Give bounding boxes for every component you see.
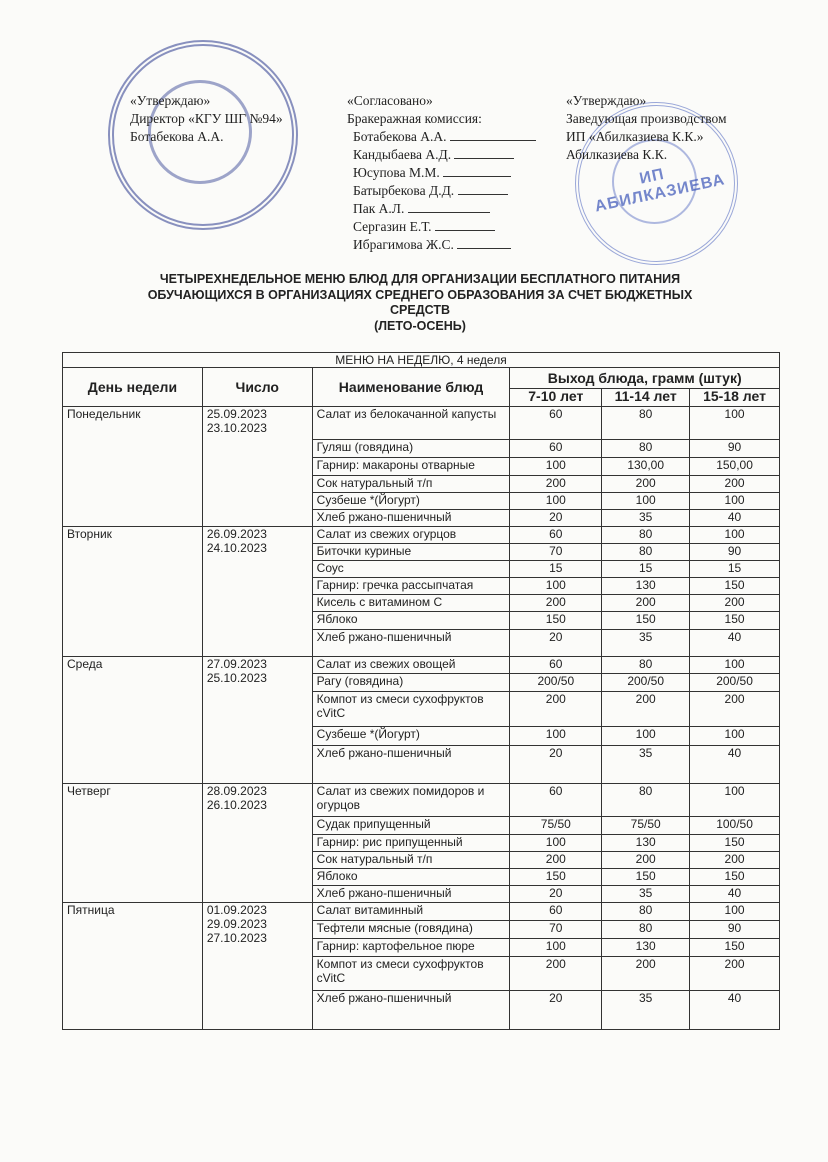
portion-11-14: 80 [602,903,690,921]
portion-7-10: 100 [510,578,602,595]
signature-line [450,128,536,141]
portion-7-10: 70 [510,544,602,561]
date-value: 01.09.2023 [206,903,267,917]
portion-7-10: 20 [510,630,602,657]
date-value: 23.10.2023 [206,421,267,435]
header-age-7-10: 7-10 лет [510,389,602,407]
portion-15-18: 15 [690,561,780,578]
date-value: 27.10.2023 [206,931,267,945]
document-title: ЧЕТЫРЕХНЕДЕЛЬНОЕ МЕНЮ БЛЮД ДЛЯ ОРГАНИЗАЦИИ БЕСПЛАТНОГО ПИТАНИЯ ОБУЧАЮЩИХСЯ В ОРГАНИЗАЦИЯХ СРЕДНЕГО ОБРАЗОВАНИЯ ЗА СЧЕТ БЮДЖЕТНЫХ СРЕДСТВ (ЛЕТО-ОСЕНЬ) [147,272,693,333]
portion-11-14: 35 [602,886,690,903]
dish-name: Биточки куриные [312,544,510,561]
dish-name: Хлеб ржано-пшеничный [312,746,510,784]
portion-7-10: 200 [510,852,602,869]
portion-15-18: 100 [690,527,780,544]
dish-name: Судак припущенный [312,817,510,835]
portion-15-18: 200 [690,957,780,991]
portion-15-18: 200 [690,595,780,612]
approval-heading: «Утверждаю» [130,93,211,108]
date-value: 25.10.2023 [206,671,267,685]
portion-15-18: 150 [690,612,780,630]
portion-11-14: 200 [602,476,690,493]
signature-line [454,146,514,159]
portion-15-18: 40 [690,510,780,527]
date-value: 28.09.2023 [206,784,267,798]
dish-name: Сок натуральный т/п [312,476,510,493]
commission-member: Юсупова М.М. [347,164,536,182]
portion-7-10: 60 [510,440,602,458]
portion-11-14: 200 [602,957,690,991]
portion-11-14: 100 [602,727,690,746]
signature-line [458,182,508,195]
portion-11-14: 80 [602,544,690,561]
portion-11-14: 80 [602,921,690,939]
portion-7-10: 60 [510,903,602,921]
dish-name: Яблоко [312,612,510,630]
portion-11-14: 80 [602,527,690,544]
portion-11-14: 130,00 [602,458,690,476]
portion-11-14: 150 [602,869,690,886]
portion-15-18: 200 [690,692,780,727]
commission-member: Пак А.Л. [347,200,536,218]
date-value: 26.09.2023 [206,527,267,541]
portion-11-14: 130 [602,578,690,595]
date-cell [202,784,312,903]
commission-member: Ибрагимова Ж.С. [347,236,536,254]
dish-name: Сузбеше *(Йогурт) [312,493,510,510]
day-cell: Понедельник [63,407,203,527]
commission-agreement-block [347,92,536,254]
portion-7-10: 200/50 [510,674,602,692]
table-row [63,903,780,921]
table-row [63,657,780,674]
portion-7-10: 60 [510,784,602,817]
approval-heading: «Утверждаю» [566,93,647,108]
director-position: Директор «КГУ ШГ №94» [130,111,283,126]
manager-org: ИП «Абилказиева К.К.» [566,129,704,144]
portion-7-10: 200 [510,595,602,612]
portion-7-10: 20 [510,510,602,527]
header-date: Число [202,368,312,407]
header-age-15-18: 15-18 лет [690,389,780,407]
portion-15-18: 200/50 [690,674,780,692]
day-cell: Пятница [63,903,203,1030]
portion-11-14: 80 [602,784,690,817]
portion-11-14: 130 [602,835,690,852]
portion-15-18: 100 [690,727,780,746]
portion-7-10: 15 [510,561,602,578]
dish-name: Тефтели мясные (говядина) [312,921,510,939]
header-dish: Наименование блюд [312,368,510,407]
dish-name: Яблоко [312,869,510,886]
date-value: 29.09.2023 [206,917,267,931]
portion-11-14: 150 [602,612,690,630]
date-cell [202,407,312,527]
portion-7-10: 60 [510,407,602,440]
director-name: Ботабекова А.А. [130,129,224,144]
date-value: 27.09.2023 [206,657,267,671]
portion-15-18: 150,00 [690,458,780,476]
menu-table [62,352,780,1030]
date-cell [202,657,312,784]
portion-11-14: 75/50 [602,817,690,835]
portion-11-14: 200 [602,595,690,612]
portion-15-18: 150 [690,869,780,886]
portion-7-10: 150 [510,869,602,886]
portion-15-18: 90 [690,544,780,561]
dish-name: Сузбеше *(Йогурт) [312,727,510,746]
portion-7-10: 200 [510,476,602,493]
dish-name: Гарнир: рис припущенный [312,835,510,852]
portion-7-10: 20 [510,991,602,1030]
header-age-11-14: 11-14 лет [602,389,690,407]
commission-member: Кандыбаева А.Д. [347,146,536,164]
portion-15-18: 40 [690,746,780,784]
dish-name: Хлеб ржано-пшеничный [312,510,510,527]
table-title: МЕНЮ НА НЕДЕЛЮ, 4 неделя [63,353,780,368]
portion-7-10: 200 [510,692,602,727]
portion-15-18: 40 [690,630,780,657]
dish-name: Кисель с витамином С [312,595,510,612]
commission-label: Бракеражная комиссия: [347,111,482,126]
header-day: День недели [63,368,203,407]
production-approval-block [566,92,727,164]
dish-name: Рагу (говядина) [312,674,510,692]
portion-15-18: 150 [690,939,780,957]
table-row [63,407,780,440]
director-approval-block [130,92,283,146]
commission-member: Сергазин Е.Т. [347,218,536,236]
portion-7-10: 100 [510,727,602,746]
date-value: 26.10.2023 [206,798,267,812]
portion-15-18: 200 [690,852,780,869]
header-output: Выход блюда, грамм (штук) [510,368,780,389]
signature-line [443,164,511,177]
dish-name: Салат из белокачанной капусты [312,407,510,440]
portion-7-10: 20 [510,746,602,784]
portion-15-18: 100 [690,903,780,921]
portion-7-10: 75/50 [510,817,602,835]
portion-11-14: 80 [602,657,690,674]
portion-11-14: 200 [602,692,690,727]
portion-15-18: 100 [690,407,780,440]
signature-line [408,200,490,213]
dish-name: Салат из свежих огурцов [312,527,510,544]
dish-name: Компот из смеси сухофруктов сVitC [312,692,510,727]
day-cell: Четверг [63,784,203,903]
portion-15-18: 100 [690,657,780,674]
portion-15-18: 100 [690,784,780,817]
portion-15-18: 100/50 [690,817,780,835]
day-cell: Вторник [63,527,203,657]
portion-11-14: 130 [602,939,690,957]
commission-member: Ботабекова А.А. [347,128,536,146]
agreement-heading: «Согласовано» [347,93,433,108]
portion-7-10: 100 [510,939,602,957]
portion-11-14: 100 [602,493,690,510]
table-row [63,784,780,817]
day-cell: Среда [63,657,203,784]
portion-7-10: 100 [510,835,602,852]
dish-name: Соус [312,561,510,578]
date-value: 25.09.2023 [206,407,267,421]
portion-11-14: 35 [602,630,690,657]
portion-15-18: 90 [690,921,780,939]
portion-15-18: 90 [690,440,780,458]
portion-15-18: 150 [690,835,780,852]
portion-15-18: 40 [690,991,780,1030]
portion-11-14: 35 [602,746,690,784]
portion-7-10: 70 [510,921,602,939]
dish-name: Салат из свежих помидоров и огурцов [312,784,510,817]
ip-seal-text: ИП АБИЛКАЗИЕВА [593,165,727,216]
portion-15-18: 100 [690,493,780,510]
dish-name: Салат из свежих овощей [312,657,510,674]
dish-name: Хлеб ржано-пшеничный [312,630,510,657]
portion-11-14: 35 [602,991,690,1030]
portion-11-14: 80 [602,440,690,458]
date-value: 24.10.2023 [206,541,267,555]
portion-11-14: 200/50 [602,674,690,692]
portion-15-18: 40 [690,886,780,903]
portion-11-14: 80 [602,407,690,440]
dish-name: Хлеб ржано-пшеничный [312,991,510,1030]
date-cell [202,527,312,657]
dish-name: Хлеб ржано-пшеничный [312,886,510,903]
portion-7-10: 60 [510,657,602,674]
portion-15-18: 200 [690,476,780,493]
portion-11-14: 200 [602,852,690,869]
portion-11-14: 15 [602,561,690,578]
dish-name: Гарнир: гречка рассыпчатая [312,578,510,595]
portion-11-14: 35 [602,510,690,527]
commission-member: Батырбекова Д.Д. [347,182,536,200]
dish-name: Гарнир: макароны отварные [312,458,510,476]
portion-7-10: 200 [510,957,602,991]
portion-7-10: 100 [510,493,602,510]
portion-7-10: 150 [510,612,602,630]
signature-line [435,218,495,231]
dish-name: Гуляш (говядина) [312,440,510,458]
portion-15-18: 150 [690,578,780,595]
table-row [63,527,780,544]
portion-7-10: 60 [510,527,602,544]
dish-name: Сок натуральный т/п [312,852,510,869]
dish-name: Компот из смеси сухофруктов сVitC [312,957,510,991]
signature-line [457,236,511,249]
portion-7-10: 100 [510,458,602,476]
dish-name: Гарнир: картофельное пюре [312,939,510,957]
portion-7-10: 20 [510,886,602,903]
dish-name: Салат витаминный [312,903,510,921]
date-cell [202,903,312,1030]
manager-name: Абилказиева К.К. [566,147,668,162]
manager-position: Заведующая производством [566,111,727,126]
